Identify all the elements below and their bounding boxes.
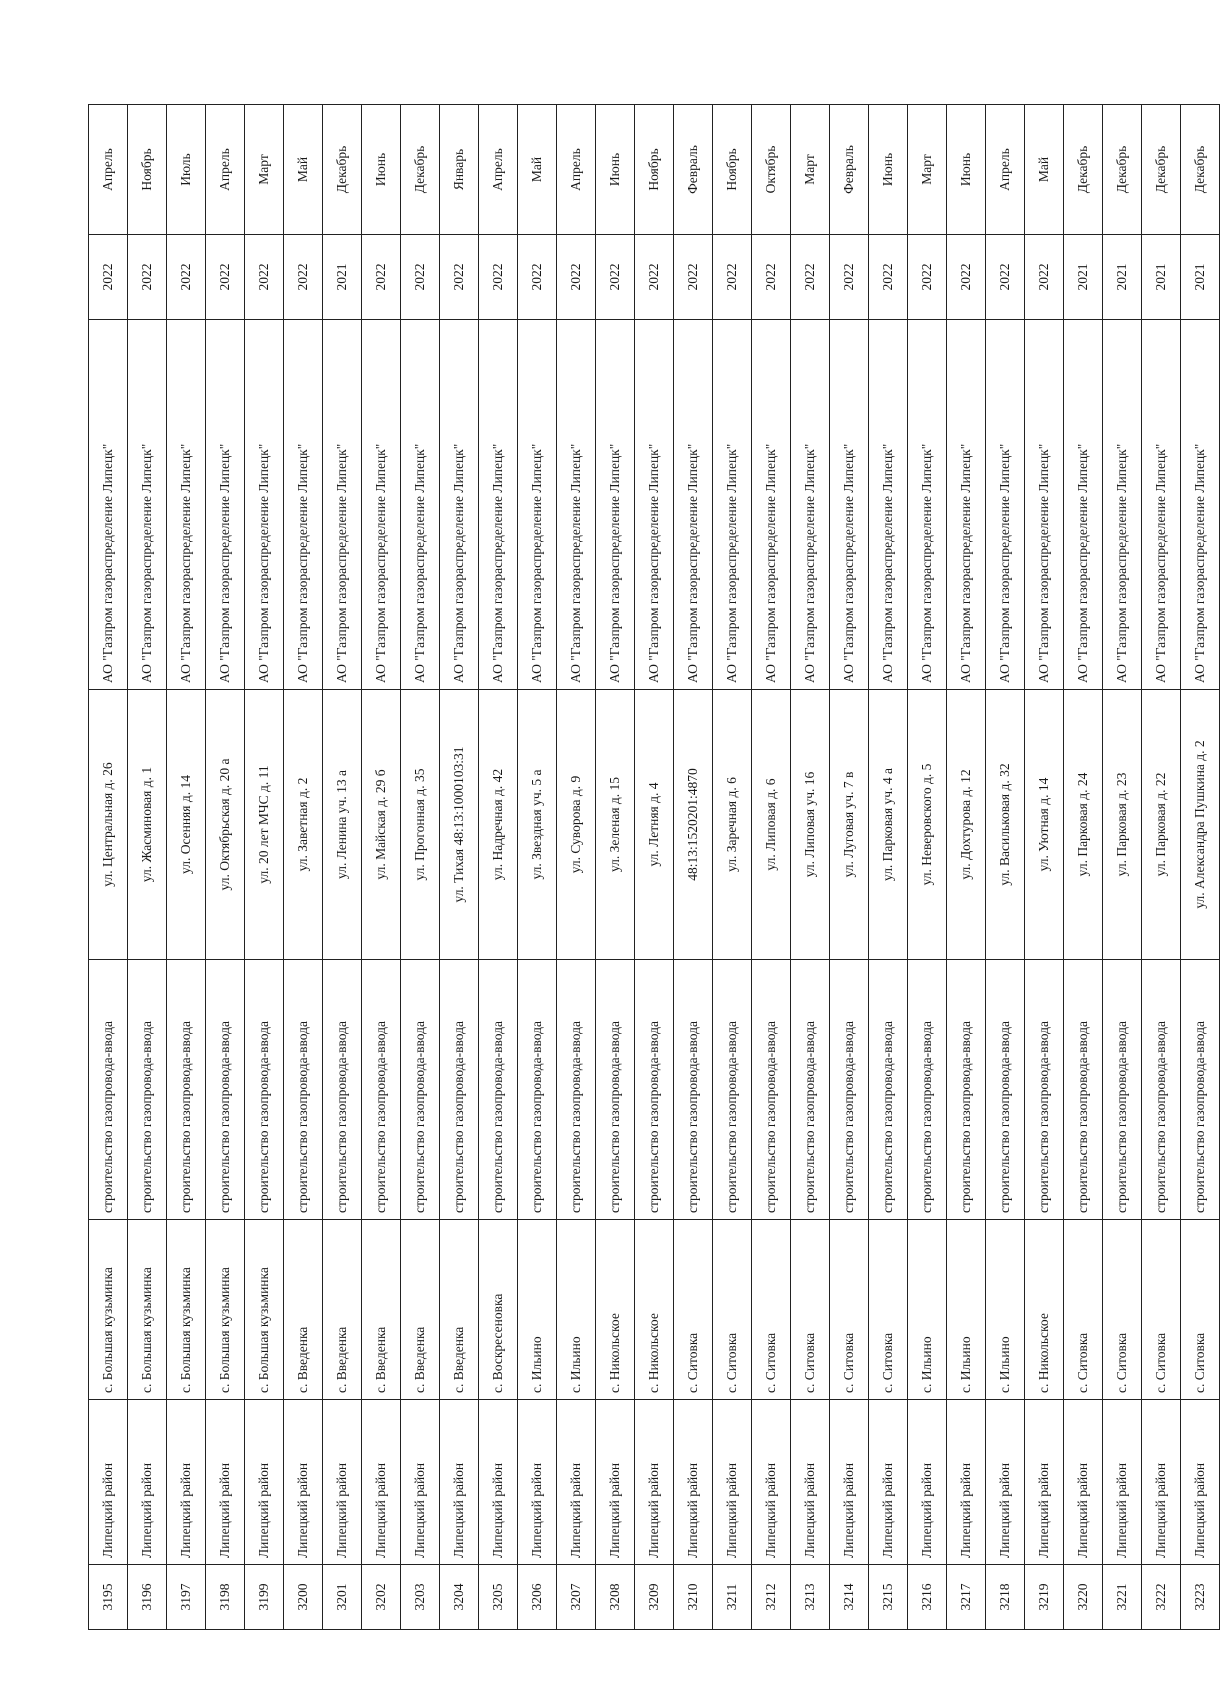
gasification-register-table xyxy=(88,104,1220,1630)
month-cell: Декабрь xyxy=(1181,105,1220,235)
year-cell: 2022 xyxy=(245,235,284,320)
row-number: 3196 xyxy=(128,1565,167,1630)
year-cell: 2022 xyxy=(284,235,323,320)
table-row xyxy=(440,105,479,1630)
row-number: 3217 xyxy=(947,1565,986,1630)
month-cell: Январь xyxy=(440,105,479,235)
row-number: 3204 xyxy=(440,1565,479,1630)
year-cell: 2022 xyxy=(440,235,479,320)
work-type-cell: строительство газопровода-ввода xyxy=(479,960,518,1220)
address-cell: ул. Суворова д. 9 xyxy=(557,690,596,960)
district-cell: Липецкий район xyxy=(362,1400,401,1565)
district-cell: Липецкий район xyxy=(128,1400,167,1565)
table-row xyxy=(1025,105,1064,1630)
row-number: 3223 xyxy=(1181,1565,1220,1630)
work-type-cell: строительство газопровода-ввода xyxy=(284,960,323,1220)
organization-cell: АО "Газпром газораспределение Липецк" xyxy=(869,320,908,690)
organization-cell: АО "Газпром газораспределение Липецк" xyxy=(635,320,674,690)
row-number: 3195 xyxy=(89,1565,128,1630)
year-cell: 2021 xyxy=(1181,235,1220,320)
table-row xyxy=(986,105,1025,1630)
table-row xyxy=(596,105,635,1630)
year-cell: 2022 xyxy=(791,235,830,320)
work-type-cell: строительство газопровода-ввода xyxy=(518,960,557,1220)
month-cell: Июнь xyxy=(362,105,401,235)
work-type-cell: строительство газопровода-ввода xyxy=(206,960,245,1220)
settlement-cell: с. Ситовка xyxy=(674,1220,713,1400)
district-cell: Липецкий район xyxy=(1181,1400,1220,1565)
address-cell: ул. Дохтурова д. 12 xyxy=(947,690,986,960)
district-cell: Липецкий район xyxy=(869,1400,908,1565)
district-cell: Липецкий район xyxy=(635,1400,674,1565)
work-type-cell: строительство газопровода-ввода xyxy=(1064,960,1103,1220)
settlement-cell: с. Введенка xyxy=(440,1220,479,1400)
row-number: 3202 xyxy=(362,1565,401,1630)
table-body xyxy=(89,105,1220,1630)
table-row xyxy=(479,105,518,1630)
district-cell: Липецкий район xyxy=(479,1400,518,1565)
settlement-cell: с. Ситовка xyxy=(1103,1220,1142,1400)
month-cell: Июнь xyxy=(596,105,635,235)
district-cell: Липецкий район xyxy=(284,1400,323,1565)
address-cell: ул. Надречная д. 42 xyxy=(479,690,518,960)
organization-cell: АО "Газпром газораспределение Липецк" xyxy=(1181,320,1220,690)
row-number: 3215 xyxy=(869,1565,908,1630)
row-number: 3218 xyxy=(986,1565,1025,1630)
address-cell: ул. Парковая д. 22 xyxy=(1142,690,1181,960)
year-cell: 2021 xyxy=(323,235,362,320)
address-cell: ул. Липовая уч. 16 xyxy=(791,690,830,960)
table-row xyxy=(89,105,128,1630)
year-cell: 2022 xyxy=(128,235,167,320)
month-cell: Ноябрь xyxy=(635,105,674,235)
month-cell: Июнь xyxy=(947,105,986,235)
district-cell: Липецкий район xyxy=(518,1400,557,1565)
work-type-cell: строительство газопровода-ввода xyxy=(440,960,479,1220)
district-cell: Липецкий район xyxy=(167,1400,206,1565)
work-type-cell: строительство газопровода-ввода xyxy=(1181,960,1220,1220)
address-cell: ул. Осенняя д. 14 xyxy=(167,690,206,960)
row-number: 3199 xyxy=(245,1565,284,1630)
district-cell: Липецкий район xyxy=(908,1400,947,1565)
organization-cell: АО "Газпром газораспределение Липецк" xyxy=(1025,320,1064,690)
district-cell: Липецкий район xyxy=(674,1400,713,1565)
year-cell: 2021 xyxy=(1142,235,1181,320)
address-cell: ул. Луговая уч. 7 в xyxy=(830,690,869,960)
table-row xyxy=(401,105,440,1630)
work-type-cell: строительство газопровода-ввода xyxy=(752,960,791,1220)
organization-cell: АО "Газпром газораспределение Липецк" xyxy=(986,320,1025,690)
organization-cell: АО "Газпром газораспределение Липецк" xyxy=(791,320,830,690)
month-cell: Ноябрь xyxy=(713,105,752,235)
month-cell: Февраль xyxy=(674,105,713,235)
year-cell: 2022 xyxy=(635,235,674,320)
settlement-cell: с. Большая кузьминка xyxy=(245,1220,284,1400)
table-row xyxy=(713,105,752,1630)
row-number: 3212 xyxy=(752,1565,791,1630)
year-cell: 2022 xyxy=(518,235,557,320)
organization-cell: АО "Газпром газораспределение Липецк" xyxy=(752,320,791,690)
address-cell: ул. Центральная д. 26 xyxy=(89,690,128,960)
row-number: 3198 xyxy=(206,1565,245,1630)
work-type-cell: строительство газопровода-ввода xyxy=(947,960,986,1220)
table-row xyxy=(362,105,401,1630)
organization-cell: АО "Газпром газораспределение Липецк" xyxy=(1142,320,1181,690)
organization-cell: АО "Газпром газораспределение Липецк" xyxy=(830,320,869,690)
month-cell: Май xyxy=(518,105,557,235)
table-row xyxy=(128,105,167,1630)
address-cell: ул. Ленина уч. 13 а xyxy=(323,690,362,960)
year-cell: 2022 xyxy=(986,235,1025,320)
table-row xyxy=(752,105,791,1630)
table-row xyxy=(167,105,206,1630)
year-cell: 2022 xyxy=(908,235,947,320)
district-cell: Липецкий район xyxy=(323,1400,362,1565)
organization-cell: АО "Газпром газораспределение Липецк" xyxy=(245,320,284,690)
organization-cell: АО "Газпром газораспределение Липецк" xyxy=(1103,320,1142,690)
table-row xyxy=(518,105,557,1630)
table-row xyxy=(908,105,947,1630)
table-row xyxy=(1181,105,1220,1630)
work-type-cell: строительство газопровода-ввода xyxy=(674,960,713,1220)
organization-cell: АО "Газпром газораспределение Липецк" xyxy=(557,320,596,690)
table-row xyxy=(323,105,362,1630)
month-cell: Апрель xyxy=(986,105,1025,235)
row-number: 3211 xyxy=(713,1565,752,1630)
table-row xyxy=(1064,105,1103,1630)
address-cell: ул. Парковая уч. 4 а xyxy=(869,690,908,960)
address-cell: ул. Летняя д. 4 xyxy=(635,690,674,960)
year-cell: 2022 xyxy=(401,235,440,320)
table-row xyxy=(791,105,830,1630)
month-cell: Декабрь xyxy=(1064,105,1103,235)
work-type-cell: строительство газопровода-ввода xyxy=(830,960,869,1220)
organization-cell: АО "Газпром газораспределение Липецк" xyxy=(518,320,557,690)
settlement-cell: с. Большая кузьминка xyxy=(206,1220,245,1400)
settlement-cell: с. Никольское xyxy=(635,1220,674,1400)
settlement-cell: с. Ситовка xyxy=(830,1220,869,1400)
organization-cell: АО "Газпром газораспределение Липецк" xyxy=(440,320,479,690)
settlement-cell: с. Ильино xyxy=(518,1220,557,1400)
settlement-cell: с. Никольское xyxy=(596,1220,635,1400)
table-row xyxy=(947,105,986,1630)
year-cell: 2021 xyxy=(1103,235,1142,320)
table-row xyxy=(206,105,245,1630)
address-cell: ул. Неверовского д. 5 xyxy=(908,690,947,960)
settlement-cell: с. Большая кузьминка xyxy=(167,1220,206,1400)
month-cell: Июль xyxy=(167,105,206,235)
row-number: 3208 xyxy=(596,1565,635,1630)
month-cell: Май xyxy=(284,105,323,235)
row-number: 3200 xyxy=(284,1565,323,1630)
month-cell: Март xyxy=(791,105,830,235)
month-cell: Апрель xyxy=(557,105,596,235)
year-cell: 2021 xyxy=(1064,235,1103,320)
organization-cell: АО "Газпром газораспределение Липецк" xyxy=(674,320,713,690)
work-type-cell: строительство газопровода-ввода xyxy=(128,960,167,1220)
year-cell: 2022 xyxy=(830,235,869,320)
district-cell: Липецкий район xyxy=(1064,1400,1103,1565)
work-type-cell: строительство газопровода-ввода xyxy=(1103,960,1142,1220)
row-number: 3221 xyxy=(1103,1565,1142,1630)
address-cell: 48:13:1520201:4870 xyxy=(674,690,713,960)
organization-cell: АО "Газпром газораспределение Липецк" xyxy=(206,320,245,690)
district-cell: Липецкий район xyxy=(89,1400,128,1565)
work-type-cell: строительство газопровода-ввода xyxy=(323,960,362,1220)
district-cell: Липецкий район xyxy=(557,1400,596,1565)
address-cell: ул. Липовая д. 6 xyxy=(752,690,791,960)
district-cell: Липецкий район xyxy=(752,1400,791,1565)
row-number: 3207 xyxy=(557,1565,596,1630)
work-type-cell: строительство газопровода-ввода xyxy=(713,960,752,1220)
settlement-cell: с. Ильино xyxy=(986,1220,1025,1400)
district-cell: Липецкий район xyxy=(947,1400,986,1565)
month-cell: Июнь xyxy=(869,105,908,235)
row-number: 3201 xyxy=(323,1565,362,1630)
organization-cell: АО "Газпром газораспределение Липецк" xyxy=(362,320,401,690)
month-cell: Апрель xyxy=(206,105,245,235)
work-type-cell: строительство газопровода-ввода xyxy=(908,960,947,1220)
month-cell: Март xyxy=(908,105,947,235)
organization-cell: АО "Газпром газораспределение Липецк" xyxy=(401,320,440,690)
row-number: 3197 xyxy=(167,1565,206,1630)
work-type-cell: строительство газопровода-ввода xyxy=(635,960,674,1220)
settlement-cell: с. Ситовка xyxy=(869,1220,908,1400)
district-cell: Липецкий район xyxy=(245,1400,284,1565)
row-number: 3214 xyxy=(830,1565,869,1630)
year-cell: 2022 xyxy=(752,235,791,320)
organization-cell: АО "Газпром газораспределение Липецк" xyxy=(908,320,947,690)
organization-cell: АО "Газпром газораспределение Липецк" xyxy=(479,320,518,690)
settlement-cell: с. Введенка xyxy=(401,1220,440,1400)
year-cell: 2022 xyxy=(869,235,908,320)
work-type-cell: строительство газопровода-ввода xyxy=(986,960,1025,1220)
district-cell: Липецкий район xyxy=(1025,1400,1064,1565)
settlement-cell: с. Воскресеновка xyxy=(479,1220,518,1400)
month-cell: Ноябрь xyxy=(128,105,167,235)
address-cell: ул. Прогонная д. 35 xyxy=(401,690,440,960)
address-cell: ул. Заветная д. 2 xyxy=(284,690,323,960)
address-cell: ул. Парковая д. 23 xyxy=(1103,690,1142,960)
table-row xyxy=(284,105,323,1630)
organization-cell: АО "Газпром газораспределение Липецк" xyxy=(1064,320,1103,690)
row-number: 3205 xyxy=(479,1565,518,1630)
settlement-cell: с. Ильино xyxy=(908,1220,947,1400)
month-cell: Декабрь xyxy=(401,105,440,235)
work-type-cell: строительство газопровода-ввода xyxy=(362,960,401,1220)
row-number: 3213 xyxy=(791,1565,830,1630)
table-row xyxy=(1142,105,1181,1630)
month-cell: Апрель xyxy=(479,105,518,235)
settlement-cell: с. Ситовка xyxy=(791,1220,830,1400)
settlement-cell: с. Ситовка xyxy=(1181,1220,1220,1400)
district-cell: Липецкий район xyxy=(596,1400,635,1565)
settlement-cell: с. Ситовка xyxy=(1064,1220,1103,1400)
work-type-cell: строительство газопровода-ввода xyxy=(245,960,284,1220)
settlement-cell: с. Никольское xyxy=(1025,1220,1064,1400)
table-row xyxy=(1103,105,1142,1630)
district-cell: Липецкий район xyxy=(713,1400,752,1565)
table-row xyxy=(635,105,674,1630)
table-row xyxy=(830,105,869,1630)
month-cell: Май xyxy=(1025,105,1064,235)
year-cell: 2022 xyxy=(167,235,206,320)
address-cell: ул. Октябрьская д. 20 а xyxy=(206,690,245,960)
organization-cell: АО "Газпром газораспределение Липецк" xyxy=(323,320,362,690)
year-cell: 2022 xyxy=(362,235,401,320)
settlement-cell: с. Ситовка xyxy=(752,1220,791,1400)
work-type-cell: строительство газопровода-ввода xyxy=(89,960,128,1220)
month-cell: Декабрь xyxy=(1142,105,1181,235)
table-row xyxy=(557,105,596,1630)
work-type-cell: строительство газопровода-ввода xyxy=(167,960,206,1220)
settlement-cell: с. Введенка xyxy=(284,1220,323,1400)
settlement-cell: с. Ильино xyxy=(947,1220,986,1400)
work-type-cell: строительство газопровода-ввода xyxy=(557,960,596,1220)
district-cell: Липецкий район xyxy=(401,1400,440,1565)
district-cell: Липецкий район xyxy=(1103,1400,1142,1565)
row-number: 3210 xyxy=(674,1565,713,1630)
address-cell: ул. Тихая 48:13:1000103:31 xyxy=(440,690,479,960)
organization-cell: АО "Газпром газораспределение Липецк" xyxy=(128,320,167,690)
address-cell: ул. Майская д. 29 б xyxy=(362,690,401,960)
row-number: 3222 xyxy=(1142,1565,1181,1630)
month-cell: Декабрь xyxy=(323,105,362,235)
settlement-cell: с. Введенка xyxy=(362,1220,401,1400)
month-cell: Февраль xyxy=(830,105,869,235)
year-cell: 2022 xyxy=(206,235,245,320)
settlement-cell: с. Ситовка xyxy=(1142,1220,1181,1400)
table-row xyxy=(674,105,713,1630)
row-number: 3206 xyxy=(518,1565,557,1630)
work-type-cell: строительство газопровода-ввода xyxy=(596,960,635,1220)
district-cell: Липецкий район xyxy=(830,1400,869,1565)
rotated-table-wrapper xyxy=(88,105,1207,1630)
address-cell: ул. Звездная уч. 5 а xyxy=(518,690,557,960)
settlement-cell: с. Ильино xyxy=(557,1220,596,1400)
year-cell: 2022 xyxy=(674,235,713,320)
row-number: 3216 xyxy=(908,1565,947,1630)
year-cell: 2022 xyxy=(947,235,986,320)
work-type-cell: строительство газопровода-ввода xyxy=(869,960,908,1220)
row-number: 3203 xyxy=(401,1565,440,1630)
organization-cell: АО "Газпром газораспределение Липецк" xyxy=(596,320,635,690)
year-cell: 2022 xyxy=(557,235,596,320)
year-cell: 2022 xyxy=(713,235,752,320)
row-number: 3209 xyxy=(635,1565,674,1630)
year-cell: 2022 xyxy=(1025,235,1064,320)
address-cell: ул. Уютная д. 14 xyxy=(1025,690,1064,960)
address-cell: ул. Заречная д. 6 xyxy=(713,690,752,960)
district-cell: Липецкий район xyxy=(1142,1400,1181,1565)
address-cell: ул. Александра Пушкина д. 2 xyxy=(1181,690,1220,960)
month-cell: Октябрь xyxy=(752,105,791,235)
work-type-cell: строительство газопровода-ввода xyxy=(1025,960,1064,1220)
month-cell: Март xyxy=(245,105,284,235)
address-cell: ул. Васильковая д. 32 xyxy=(986,690,1025,960)
year-cell: 2022 xyxy=(89,235,128,320)
address-cell: ул. Парковая д. 24 xyxy=(1064,690,1103,960)
work-type-cell: строительство газопровода-ввода xyxy=(1142,960,1181,1220)
row-number: 3220 xyxy=(1064,1565,1103,1630)
year-cell: 2022 xyxy=(479,235,518,320)
table-row xyxy=(245,105,284,1630)
organization-cell: АО "Газпром газораспределение Липецк" xyxy=(89,320,128,690)
month-cell: Апрель xyxy=(89,105,128,235)
work-type-cell: строительство газопровода-ввода xyxy=(791,960,830,1220)
address-cell: ул. Зеленая д. 15 xyxy=(596,690,635,960)
district-cell: Липецкий район xyxy=(440,1400,479,1565)
month-cell: Декабрь xyxy=(1103,105,1142,235)
district-cell: Липецкий район xyxy=(206,1400,245,1565)
settlement-cell: с. Большая кузьминка xyxy=(128,1220,167,1400)
settlement-cell: с. Большая кузьминка xyxy=(89,1220,128,1400)
district-cell: Липецкий район xyxy=(791,1400,830,1565)
settlement-cell: с. Введенка xyxy=(323,1220,362,1400)
address-cell: ул. 20 лет МЧС д. 11 xyxy=(245,690,284,960)
row-number: 3219 xyxy=(1025,1565,1064,1630)
year-cell: 2022 xyxy=(596,235,635,320)
organization-cell: АО "Газпром газораспределение Липецк" xyxy=(713,320,752,690)
organization-cell: АО "Газпром газораспределение Липецк" xyxy=(947,320,986,690)
district-cell: Липецкий район xyxy=(986,1400,1025,1565)
settlement-cell: с. Ситовка xyxy=(713,1220,752,1400)
work-type-cell: строительство газопровода-ввода xyxy=(401,960,440,1220)
organization-cell: АО "Газпром газораспределение Липецк" xyxy=(167,320,206,690)
organization-cell: АО "Газпром газораспределение Липецк" xyxy=(284,320,323,690)
address-cell: ул. Жасминовая д. 1 xyxy=(128,690,167,960)
table-row xyxy=(869,105,908,1630)
